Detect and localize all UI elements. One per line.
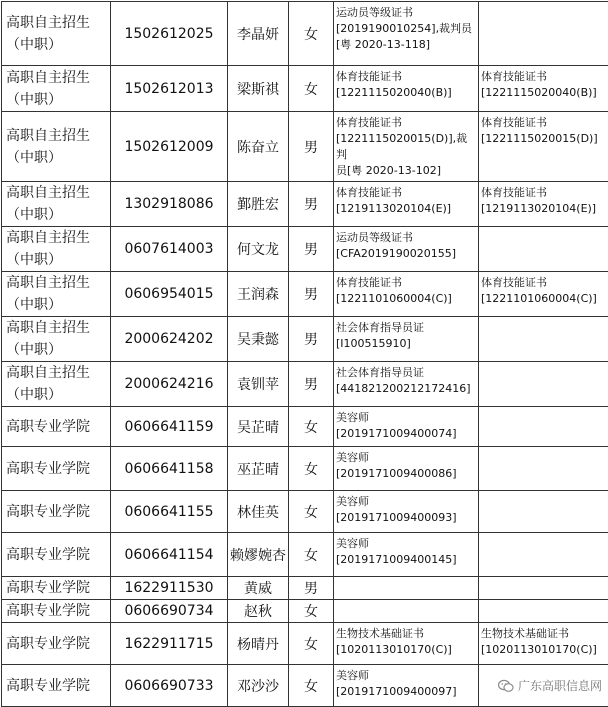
watermark-text: 广东高职信息网 <box>518 677 602 694</box>
certificate-2-cell <box>479 317 608 362</box>
certificate-line: [1221115020015(D)] <box>481 131 608 147</box>
certificate-line: 体育技能证书 <box>336 69 478 85</box>
gender-cell: 女 <box>289 600 334 623</box>
gender-cell: 男 <box>289 112 334 182</box>
certificate-2-cell <box>479 112 608 182</box>
school-cell: 高职专业学院 <box>2 533 111 577</box>
certificate-2-cell <box>479 407 608 447</box>
gender-cell: 女 <box>289 447 334 491</box>
school-cell: 高职自主招生（中职） <box>2 112 111 182</box>
school-cell: 高职自主招生（中职） <box>2 362 111 407</box>
gender-cell: 男 <box>289 182 334 227</box>
certificate-cell <box>334 227 479 272</box>
gender-cell: 女 <box>289 623 334 665</box>
table-row <box>2 2 608 66</box>
certificate-line: 美容师 <box>336 536 478 552</box>
table-row <box>2 623 608 665</box>
certificate-cell <box>334 112 479 182</box>
certificate-line: 运动员等级证书 <box>336 5 478 21</box>
certificate-line: 体育技能证书 <box>481 185 608 201</box>
certificate-line: [441821200212172416] <box>336 381 478 397</box>
name-cell: 黄威 <box>228 577 289 600</box>
name-cell: 李晶妍 <box>228 2 289 66</box>
student-id-cell: 2000624202 <box>111 317 228 362</box>
school-cell: 高职专业学院 <box>2 407 111 447</box>
certificate-line: 员[粤 2020-13-102] <box>336 163 478 179</box>
gender-cell: 男 <box>289 362 334 407</box>
certificate-2-cell <box>479 577 608 600</box>
certificate-line: [1221101060004(C)] <box>481 291 608 307</box>
school-cell: 高职专业学院 <box>2 577 111 600</box>
name-cell: 杨晴丹 <box>228 623 289 665</box>
certificate-line: [2019190010254],裁判员 <box>336 21 478 37</box>
gender-cell: 女 <box>289 407 334 447</box>
certificate-line: [1020113010170(C)] <box>481 642 608 658</box>
school-cell: 高职专业学院 <box>2 600 111 623</box>
certificate-cell <box>334 362 479 407</box>
student-id-cell: 0606641158 <box>111 447 228 491</box>
student-id-cell: 2000624216 <box>111 362 228 407</box>
certificate-line: [粤 2020-13-118] <box>336 37 478 53</box>
certificate-2-cell <box>479 447 608 491</box>
student-id-cell: 1622911715 <box>111 623 228 665</box>
school-cell: 高职自主招生（中职） <box>2 66 111 112</box>
certificate-line: [1219113020104(E)] <box>481 201 608 217</box>
certificate-cell <box>334 447 479 491</box>
certificate-cell <box>334 623 479 665</box>
name-cell: 王润森 <box>228 272 289 317</box>
admission-table-body <box>2 2 608 707</box>
student-id-cell: 1302918086 <box>111 182 228 227</box>
table-row <box>2 362 608 407</box>
certificate-line: 美容师 <box>336 410 478 426</box>
school-cell: 高职专业学院 <box>2 447 111 491</box>
certificate-2-cell <box>479 272 608 317</box>
student-id-cell: 0606641154 <box>111 533 228 577</box>
certificate-line: [2019171009400086] <box>336 466 478 482</box>
certificate-cell <box>334 600 479 623</box>
student-id-cell: 1502612013 <box>111 66 228 112</box>
student-id-cell: 0606690734 <box>111 600 228 623</box>
student-id-cell: 0606641159 <box>111 407 228 447</box>
name-cell: 巫芷晴 <box>228 447 289 491</box>
student-id-cell: 0606641155 <box>111 491 228 533</box>
gender-cell: 男 <box>289 227 334 272</box>
certificate-cell <box>334 491 479 533</box>
school-cell: 高职自主招生（中职） <box>2 317 111 362</box>
certificate-line: 生物技术基础证书 <box>481 626 608 642</box>
certificate-line: [2019171009400074] <box>336 426 478 442</box>
student-id-cell: 0606690733 <box>111 665 228 707</box>
student-id-cell: 1622911530 <box>111 577 228 600</box>
certificate-line: [1221115020015(D)],裁判 <box>336 131 478 163</box>
name-cell: 林佳英 <box>228 491 289 533</box>
table-row <box>2 66 608 112</box>
name-cell: 赖嫪婉杏 <box>228 533 289 577</box>
gender-cell: 女 <box>289 66 334 112</box>
table-row <box>2 407 608 447</box>
admission-table <box>1 1 608 707</box>
name-cell: 鄞胜宏 <box>228 182 289 227</box>
table-row <box>2 533 608 577</box>
certificate-cell <box>334 577 479 600</box>
certificate-line: [2019171009400097] <box>336 684 478 700</box>
name-cell: 梁斯祺 <box>228 66 289 112</box>
certificate-line: 美容师 <box>336 494 478 510</box>
school-cell: 高职自主招生（中职） <box>2 2 111 66</box>
table-row <box>2 491 608 533</box>
name-cell: 吴秉懿 <box>228 317 289 362</box>
gender-cell: 女 <box>289 2 334 66</box>
certificate-line: [I100515910] <box>336 336 478 352</box>
certificate-2-cell <box>479 66 608 112</box>
certificate-cell <box>334 272 479 317</box>
certificate-cell <box>334 533 479 577</box>
certificate-2-cell <box>479 533 608 577</box>
certificate-line: [2019171009400145] <box>336 552 478 568</box>
student-id-cell: 1502612009 <box>111 112 228 182</box>
table-row <box>2 227 608 272</box>
certificate-line: 体育技能证书 <box>336 115 478 131</box>
certificate-line: 美容师 <box>336 668 478 684</box>
certificate-2-cell <box>479 362 608 407</box>
student-id-cell: 0606954015 <box>111 272 228 317</box>
school-cell: 高职自主招生（中职） <box>2 272 111 317</box>
certificate-cell <box>334 182 479 227</box>
certificate-line: 体育技能证书 <box>336 185 478 201</box>
school-cell: 高职专业学院 <box>2 491 111 533</box>
table-row <box>2 112 608 182</box>
school-cell: 高职专业学院 <box>2 623 111 665</box>
certificate-line: [1221115020040(B)] <box>336 85 478 101</box>
name-cell: 陈奋立 <box>228 112 289 182</box>
name-cell: 吴芷晴 <box>228 407 289 447</box>
wechat-icon <box>498 679 514 693</box>
certificate-line: 生物技术基础证书 <box>336 626 478 642</box>
gender-cell: 女 <box>289 665 334 707</box>
certificate-line: 体育技能证书 <box>336 275 478 291</box>
name-cell: 袁钏苹 <box>228 362 289 407</box>
table-row <box>2 272 608 317</box>
name-cell: 邓沙沙 <box>228 665 289 707</box>
school-cell: 高职专业学院 <box>2 665 111 707</box>
certificate-cell <box>334 317 479 362</box>
gender-cell: 男 <box>289 317 334 362</box>
certificate-line: 美容师 <box>336 450 478 466</box>
certificate-line: 体育技能证书 <box>481 115 608 131</box>
certificate-cell <box>334 2 479 66</box>
name-cell: 何文龙 <box>228 227 289 272</box>
table-row <box>2 182 608 227</box>
table-row <box>2 317 608 362</box>
certificate-line: [1020113010170(C)] <box>336 642 478 658</box>
name-cell: 赵秋 <box>228 600 289 623</box>
certificate-2-cell <box>479 491 608 533</box>
certificate-2-cell <box>479 600 608 623</box>
certificate-cell <box>334 66 479 112</box>
student-id-cell: 0607614003 <box>111 227 228 272</box>
certificate-line: 社会体育指导员证 <box>336 365 478 381</box>
student-id-cell: 1502612025 <box>111 2 228 66</box>
certificate-2-cell <box>479 182 608 227</box>
certificate-line: 体育技能证书 <box>481 275 608 291</box>
certificate-line: 社会体育指导员证 <box>336 320 478 336</box>
school-cell: 高职自主招生（中职） <box>2 227 111 272</box>
certificate-line: [CFA2019190020155] <box>336 246 478 262</box>
certificate-line: [1219113020104(E)] <box>336 201 478 217</box>
gender-cell: 男 <box>289 577 334 600</box>
certificate-line: 运动员等级证书 <box>336 230 478 246</box>
certificate-line: [2019171009400093] <box>336 510 478 526</box>
certificate-2-cell <box>479 2 608 66</box>
certificate-cell <box>334 407 479 447</box>
certificate-line: [1221101060004(C)] <box>336 291 478 307</box>
gender-cell: 男 <box>289 272 334 317</box>
gender-cell: 女 <box>289 491 334 533</box>
certificate-line: [1221115020040(B)] <box>481 85 608 101</box>
table-row <box>2 600 608 623</box>
table-row <box>2 447 608 491</box>
certificate-2-cell <box>479 623 608 665</box>
certificate-line: 体育技能证书 <box>481 69 608 85</box>
watermark <box>498 677 602 694</box>
gender-cell: 女 <box>289 533 334 577</box>
certificate-cell <box>334 665 479 707</box>
certificate-2-cell <box>479 227 608 272</box>
table-row <box>2 577 608 600</box>
school-cell: 高职自主招生（中职） <box>2 182 111 227</box>
